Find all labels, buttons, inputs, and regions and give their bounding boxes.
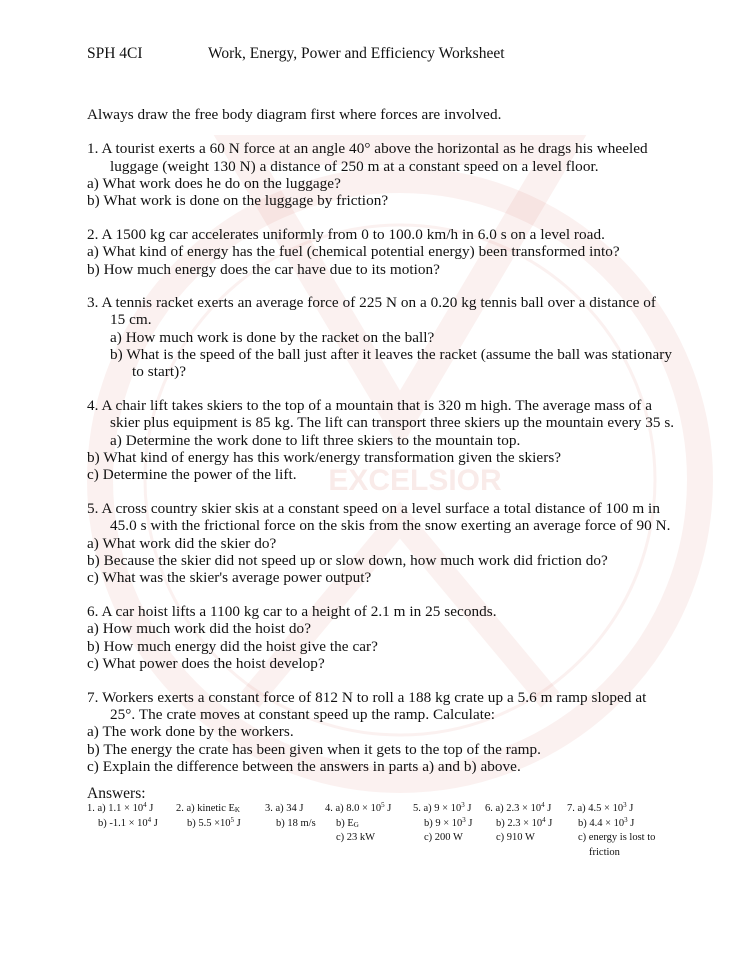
q6-part-c: c) What power does the hoist develop? xyxy=(87,655,325,672)
q1-line-2: luggage (weight 130 N) a distance of 250 m at a constant speed on a level floor. xyxy=(110,158,599,175)
q4-line-1: 4. A chair lift takes skiers to the top of a mountain that is 320 m high. The average mass of a xyxy=(87,397,653,414)
q6-part-b: b) How much energy did the hoist give the car? xyxy=(87,638,378,655)
answer-4: 4. a) $8.0 \times 10^5$ J b) $E_G$ c) 23 kW xyxy=(325,801,392,843)
q1-part-b: b) What work is done on the luggage by friction? xyxy=(87,192,389,209)
answer-3: 3. a) 34 J b) 18 m/s xyxy=(265,803,316,829)
q3-line-2: 15 cm. xyxy=(110,311,152,328)
q3-line-1: 3. A tennis racket exerts an average force of 225 N on a 0.20 kg tennis ball over a distance of xyxy=(87,294,657,311)
q5-line-1: 5. A cross country skier skis at a constant speed on a level surface a total distance of 100 m in xyxy=(87,500,660,517)
q5-part-c: c) What was the skier's average power output? xyxy=(87,569,372,586)
q2-part-b: b) How much energy does the car have due to its motion? xyxy=(87,261,440,278)
page-title: Work, Energy, Power and Efficiency Worksheet xyxy=(208,45,505,62)
q5-part-a: a) What work did the skier do? xyxy=(87,535,277,552)
q4-part-c: c) Determine the power of the lift. xyxy=(87,466,297,483)
q3-part-b: b) What is the speed of the ball just after it leaves the racket (assume the ball was stationary xyxy=(110,346,673,363)
q7-line-2: 25°. The crate moves at constant speed up the ramp. Calculate: xyxy=(110,706,496,723)
answer-2: 2. a) kinetic $E_K$ b) $5.5 \times 10^5$ J xyxy=(176,803,241,829)
q7-part-a: a) The work done by the workers. xyxy=(87,723,294,740)
q3-part-a: a) How much work is done by the racket on the ball? xyxy=(110,329,435,346)
q1-part-a: a) What work does he do on the luggage? xyxy=(87,175,341,192)
q4-part-a: a) Determine the work done to lift three skiers to the mountain top. xyxy=(110,432,521,449)
answer-1: 1. a) $1.1 \times 10^4$ J b) $-1.1 \times 10^4$ J xyxy=(87,801,158,829)
q4-part-b: b) What kind of energy has this work/energy transformation given the skiers? xyxy=(87,449,562,466)
q7-part-b: b) The energy the crate has been given when it gets to the top of the ramp. xyxy=(87,741,542,758)
q2-part-a: a) What kind of energy has the fuel (chemical potential energy) been transformed into? xyxy=(87,243,620,260)
q6-part-a: a) How much work did the hoist do? xyxy=(87,620,311,637)
answers-heading: Answers: xyxy=(87,785,146,802)
q2-line-1: 2. A 1500 kg car accelerates uniformly from 0 to 100.0 km/h in 6.0 s on a level road. xyxy=(87,226,605,243)
q6-line-1: 6. A car hoist lifts a 1100 kg car to a height of 2.1 m in 25 seconds. xyxy=(87,603,497,620)
q4-line-2: skier plus equipment is 85 kg. The lift can transport three skiers up the mountain every 35 s. xyxy=(110,414,675,431)
q7-line-1: 7. Workers exerts a constant force of 812 N to roll a 188 kg crate up a 5.6 m ramp sloped at xyxy=(87,689,647,706)
q7-part-c: c) Explain the difference between the answers in parts a) and b) above. xyxy=(87,758,521,775)
q5-part-b: b) Because the skier did not speed up or slow down, how much work did friction do? xyxy=(87,552,608,569)
watermark-text: EXCELSIOR xyxy=(328,464,502,497)
q1-line-1: 1. A tourist exerts a 60 N force at an angle 40° above the horizontal as he drags his wheeled xyxy=(87,140,648,157)
intro-text: Always draw the free body diagram first where forces are involved. xyxy=(87,106,502,123)
answer-7: 7. a) $4.5 \times 10^3$ J b) $4.4 \times 10^3$ J c) energy is lost to friction xyxy=(567,801,656,858)
answer-5: 5. a) $9 \times 10^3$ J b) $9 \times 10^3$ J c) 200 W xyxy=(413,801,473,843)
answer-6: 6. a) $2.3 \times 10^4$ J b) $2.3 \times 10^4$ J c) 910 W xyxy=(485,801,553,843)
q3-part-b-cont: to start)? xyxy=(132,363,187,380)
q5-line-2: 45.0 s with the frictional force on the skis from the snow exerting an average force of 90 N. xyxy=(110,517,671,534)
course-code: SPH 4CI xyxy=(87,45,143,62)
